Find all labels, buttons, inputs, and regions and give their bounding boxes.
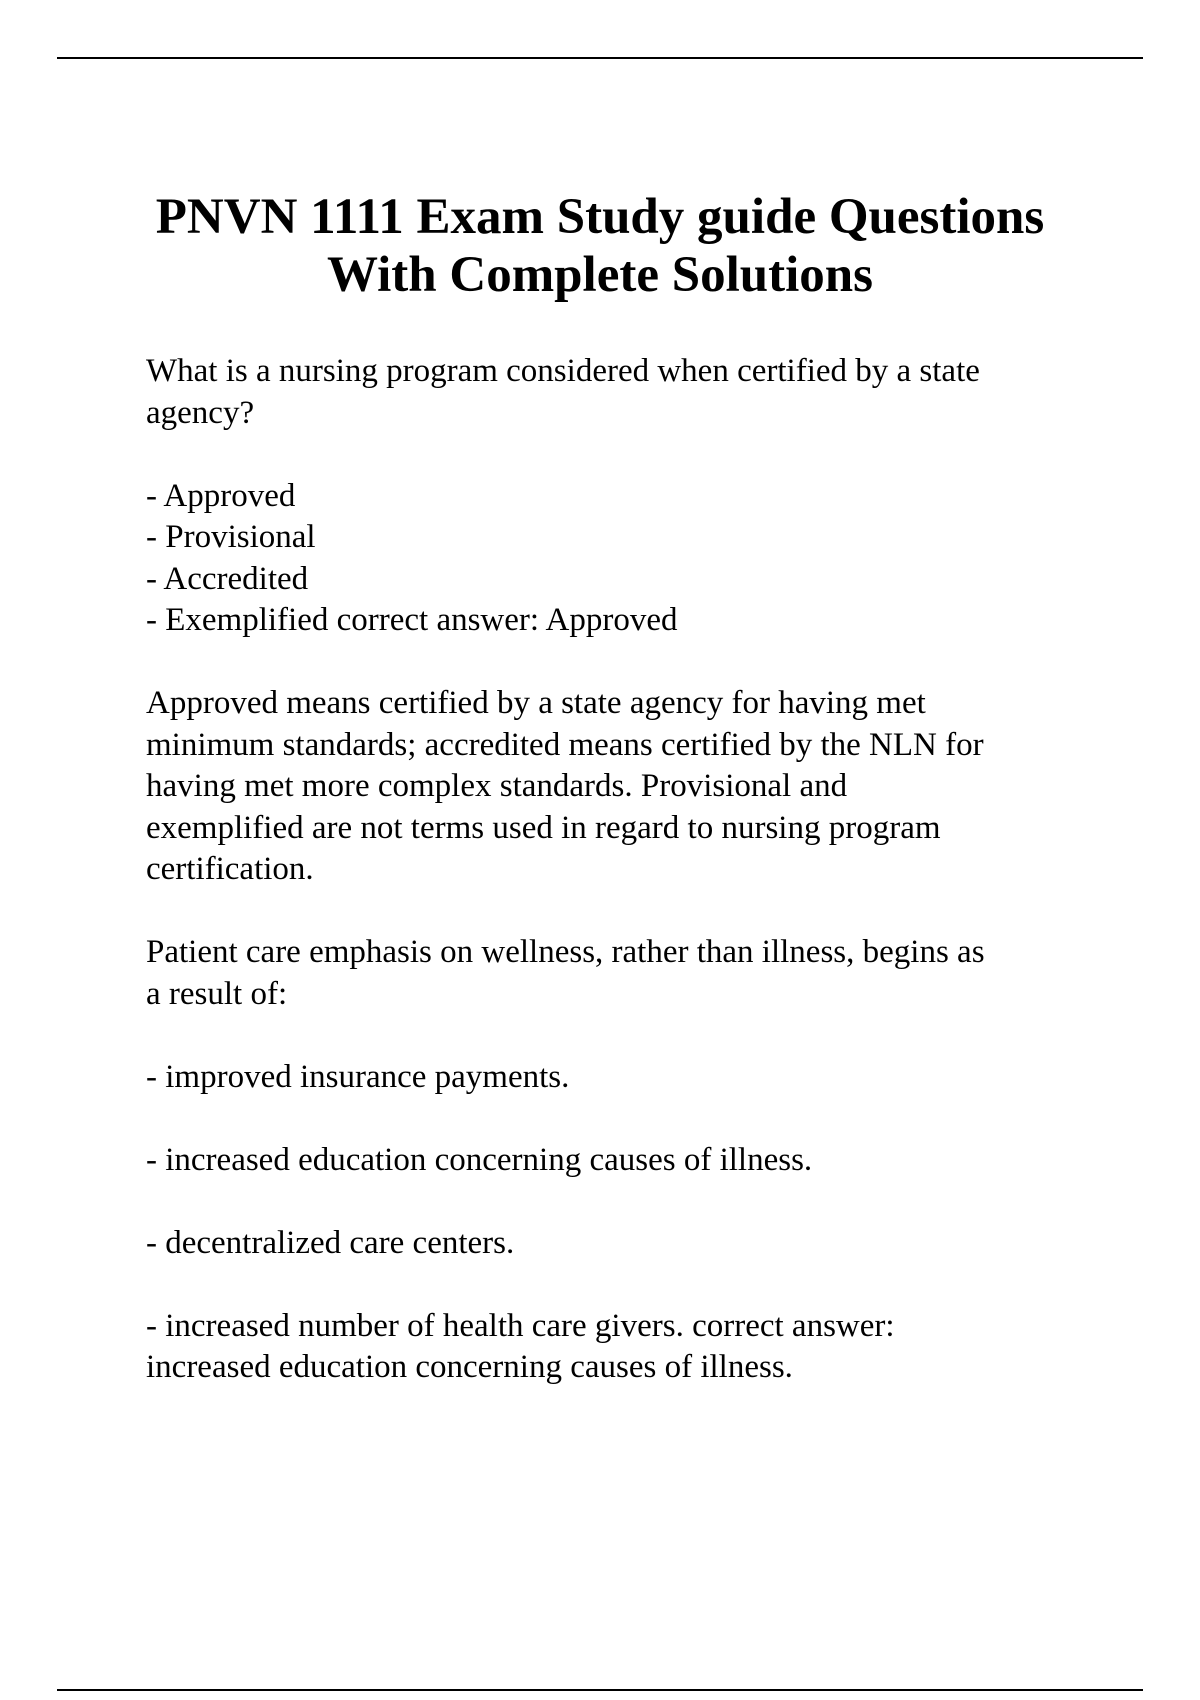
question-2-prompt	[146, 932, 1096, 1015]
explanation-line: having met more complex standards. Provisional and	[146, 768, 848, 804]
document-body	[146, 351, 1096, 1389]
answer-line: - increased number of health care givers. correct answer:	[146, 1307, 895, 1344]
spacer	[146, 1264, 1096, 1306]
title-line-1: PNVN 1111 Exam Study guide Questions	[155, 189, 1045, 245]
question-1-prompt-line: What is a nursing program considered when certified by a state	[146, 353, 980, 389]
question-2-option: - improved insurance payments.	[146, 1058, 570, 1095]
bottom-rule	[57, 1689, 1143, 1691]
spacer	[146, 891, 1096, 933]
spacer	[146, 434, 1096, 476]
question-2-prompt-line: a result of:	[146, 975, 288, 1012]
question-1-prompt	[146, 351, 1096, 434]
question-1-option: - Accredited	[146, 560, 309, 597]
explanation-line: certification.	[146, 851, 314, 887]
question-1-option: - Provisional	[146, 519, 316, 555]
question-1-options	[146, 476, 1096, 642]
question-2-option: - increased education concerning causes of illness.	[146, 1141, 813, 1178]
document-title	[60, 188, 1140, 304]
explanation-line: Approved means certified by a state agency for having met	[146, 685, 926, 721]
spacer	[146, 642, 1096, 684]
answer-line: increased education concerning causes of illness.	[146, 1349, 793, 1385]
title-line-2: With Complete Solutions	[327, 247, 873, 303]
question-2-option-with-answer	[146, 1306, 1096, 1389]
explanation-line: minimum standards; accredited means certified by the NLN for	[146, 726, 984, 763]
question-2-prompt-line: Patient care emphasis on wellness, rather than illness, begins as	[146, 934, 985, 970]
spacer	[146, 1098, 1096, 1140]
top-rule	[57, 57, 1143, 59]
spacer	[146, 1181, 1096, 1223]
question-1-option-with-answer: - Exemplified correct answer: Approved	[146, 602, 678, 638]
question-1-option: - Approved	[146, 477, 296, 514]
question-2-option: - decentralized care centers.	[146, 1224, 515, 1261]
question-1-explanation	[146, 683, 1096, 891]
question-1-prompt-line: agency?	[146, 394, 255, 431]
explanation-line: exemplified are not terms used in regard to nursing program	[146, 809, 941, 846]
spacer	[146, 1015, 1096, 1057]
